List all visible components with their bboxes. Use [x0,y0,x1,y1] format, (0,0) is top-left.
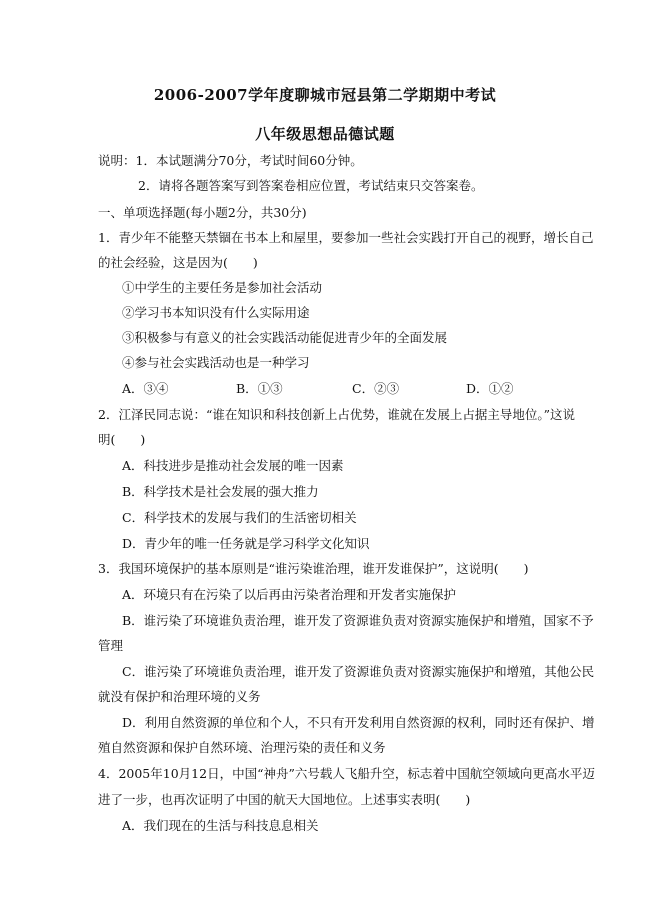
instruction-note-1: 说明：1．本试题满分70分，考试时间60分钟。 [98,153,363,168]
question-3-option-b-line-1: B．谁污染了环境谁负责治理，谁开发了资源谁负责对资源实施保护和增殖，国家不予 [122,613,594,628]
question-2-line-1: 2．江泽民同志说：“谁在知识和科技创新上占优势，谁就在发展上占据主导地位。”这说 [98,407,575,422]
question-3-option-d-line-1: D．利用自然资源的单位和个人，不只有开发利用自然资源的权利，同时还有保护、增 [122,715,595,730]
choice-d: D．①② [466,381,514,396]
question-4-option-a: A．我们现在的生活与科技息息相关 [122,818,319,833]
question-3-option-c-line-1: C．谁污染了环境谁负责治理，谁开发了资源谁负责对资源实施保护和增殖，其他公民 [122,664,595,679]
question-3-option-b-line-2: 管理 [98,638,124,653]
page-title: 2006-2007学年度聊城市冠县第二学期期中考试 [153,86,497,104]
question-3-option-c-line-2: 就没有保护和治理环境的义务 [98,689,261,704]
question-2-option-a: A．科技进步是推动社会发展的唯一因素 [122,458,344,473]
instruction-note-2: 2．请将各题答案写到答案卷相应位置，考试结束只交答案卷。 [138,178,484,193]
question-1-item-2: ②学习书本知识没有什么实际用途 [122,305,310,320]
choice-a: A．③④ [122,381,169,396]
question-1-item-3: ③积极参与有意义的社会实践活动能促进青少年的全面发展 [122,330,448,345]
question-2-option-d: D．青少年的唯一任务就是学习科学文化知识 [122,536,370,551]
question-4-line-2: 进了一步，也再次证明了中国的航天大国地位。上述事实表明( ) [98,792,471,807]
question-4-line-1: 4．2005年10月12日，中国“神舟”六号载人飞船升空，标志着中国航空领域向更高水平迈 [98,766,595,781]
section-heading: 一、单项选择题(每小题2分，共30分) [98,205,307,220]
question-3-option-a: A．环境只有在污染了以后再由污染者治理和开发者实施保护 [122,587,457,602]
question-1-item-1: ①中学生的主要任务是参加社会活动 [122,280,323,295]
question-2-option-c: C．科学技术的发展与我们的生活密切相关 [122,510,357,525]
page-subtitle: 八年级思想品德试题 [255,125,395,143]
choice-b: B．①③ [236,381,283,396]
choice-c: C．②③ [352,381,400,396]
question-1-line-1: 1．青少年不能整天禁锢在书本上和屋里，要参加一些社会实践打开自己的视野，增长自己 [98,230,594,245]
question-1-line-2: 的社会经验，这是因为( ) [98,255,258,270]
question-3-line-1: 3．我国环境保护的基本原则是“谁污染谁治理，谁开发谁保护”，这说明( ) [98,561,529,576]
question-1-item-4: ④参与社会实践活动也是一种学习 [122,355,310,370]
question-2-option-b: B．科学技术是社会发展的强大推力 [122,484,319,499]
question-3-option-d-line-2: 殖自然资源和保护自然环境、治理污染的责任和义务 [98,740,386,755]
question-2-line-2: 明( ) [98,432,146,447]
